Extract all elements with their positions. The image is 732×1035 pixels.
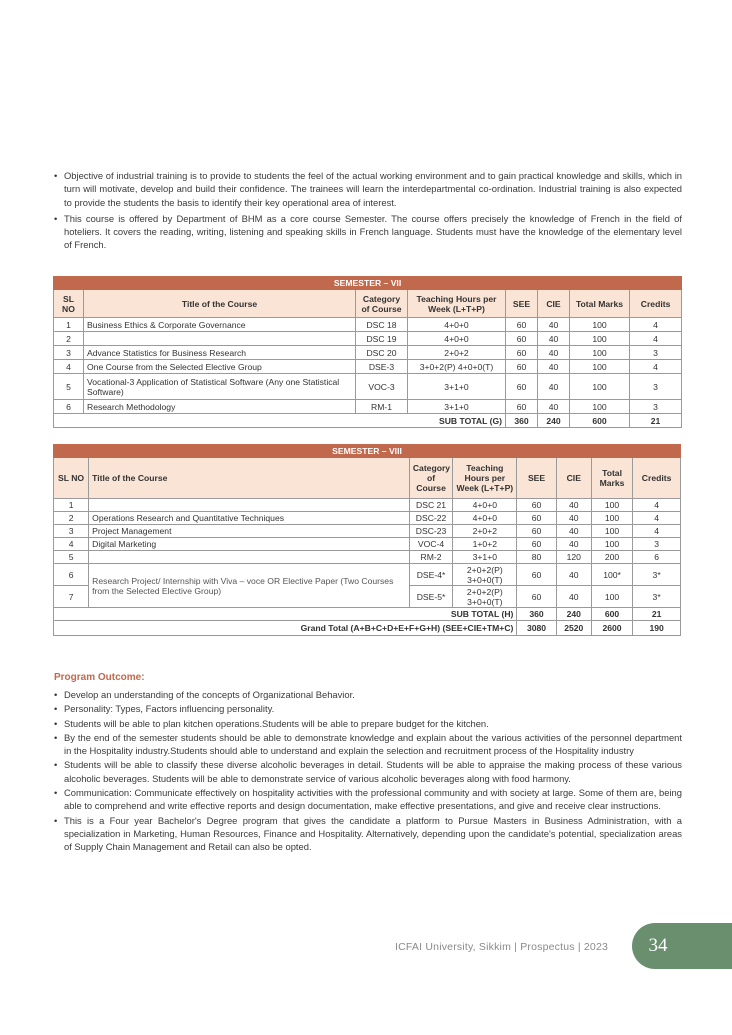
cell-total: 100 [591, 538, 632, 551]
outcome-item: • Personality: Types, Factors influencing personality. [54, 702, 682, 715]
cell-hours: 4+0+0 [453, 499, 517, 512]
grand-total-credits: 190 [633, 621, 681, 636]
table-row [54, 525, 681, 538]
col-sl-no: SL NO [54, 290, 84, 318]
cell-see: 60 [506, 346, 538, 360]
cell-cie: 40 [556, 586, 591, 608]
cell-credits: 4 [630, 332, 682, 346]
cell-hours: 4+0+0 [408, 318, 506, 332]
col-hours: Teaching Hours per Week (L+T+P) [453, 458, 517, 499]
page-number: 34 [648, 935, 668, 956]
intro-item: • Objective of industrial training is to provide to students the feel of the actual working environment and to gain practical knowledge and skills, which in turn will motivate, develop and build their confidence. The trainees will learn the interdepartmental co-ordination. Industrial training is also expected to provide the students the basis to identify their key operational area of interest. [54, 169, 682, 209]
cell-sl: 4 [54, 360, 84, 374]
outcome-item: • Develop an understanding of the concepts of Organizational Behavior. [54, 688, 682, 701]
intro-item: • This course is offered by Department of BHM as a core course Semester. The course offers precisely the knowledge of French in the field of hoteliers. It covers the reading, writing, listening and speaking skills in French language. Students must have the knowledge of the elementary level of French. [54, 212, 682, 252]
cell-total: 100 [591, 512, 632, 525]
subtotal-row [54, 608, 681, 621]
hours-practical: 2+0+2(P) [466, 586, 503, 597]
cell-title: Research Methodology [84, 400, 356, 414]
hours-theory: 3+0+0(T) [467, 596, 503, 607]
cell-cie: 40 [538, 332, 570, 346]
cell-total: 100 [570, 332, 630, 346]
cell-hours: 4+0+0 [453, 512, 517, 525]
col-title: Title of the Course [84, 290, 356, 318]
cell-sl: 3 [54, 346, 84, 360]
col-cie: CIE [556, 458, 591, 499]
cell-see: 60 [517, 512, 556, 525]
table-row [54, 551, 681, 564]
cell-credits: 3* [633, 564, 681, 586]
cell-credits: 3 [630, 346, 682, 360]
program-outcome-heading: Program Outcome: [54, 672, 145, 683]
table-row [54, 400, 682, 414]
cell-total: 100 [570, 360, 630, 374]
cell-category: DSE-5* [409, 586, 452, 608]
cell-hours [453, 564, 517, 586]
cell-sl: 5 [54, 374, 84, 400]
cell-total: 100 [591, 499, 632, 512]
subtotal-credits: 21 [633, 608, 681, 621]
subtotal-cie: 240 [556, 608, 591, 621]
grand-total-row [54, 621, 681, 636]
cell-see: 60 [506, 400, 538, 414]
table-row [54, 538, 681, 551]
table-row [54, 512, 681, 525]
cell-total: 100* [591, 564, 632, 586]
col-see: SEE [517, 458, 556, 499]
cell-title: Digital Marketing [89, 538, 410, 551]
cell-credits: 3 [630, 374, 682, 400]
cell-category: DSC 19 [356, 332, 408, 346]
outcome-item: • Students will be able to plan kitchen operations.Students will be able to prepare budget for the kitchen. [54, 717, 682, 730]
cell-hours: 3+1+0 [408, 374, 506, 400]
cell-see: 60 [506, 318, 538, 332]
page-number-tab [632, 923, 732, 969]
cell-cie: 120 [556, 551, 591, 564]
cell-cie: 40 [538, 400, 570, 414]
outcome-item: • This is a Four year Bachelor's Degree program that gives the candidate a platform to Pursue Masters in Business Administration, with a specialization in Marketing, Human Resources, Finance and Hospitality. Alternatively, depending upon the candidate's potential, specialization areas of Supply Chain Management and Retail can also be opted. [54, 814, 682, 854]
grand-total-see: 3080 [517, 621, 556, 636]
cell-credits: 6 [633, 551, 681, 564]
semester-8-title: SEMESTER – VIII [54, 445, 681, 458]
grand-total-label: Grand Total (A+B+C+D+E+F+G+H) (SEE+CIE+TM+C) [54, 621, 517, 636]
cell-sl: 6 [54, 564, 89, 586]
program-outcome-list [54, 688, 682, 855]
cell-sl: 5 [54, 551, 89, 564]
cell-sl: 4 [54, 538, 89, 551]
outcome-item: • By the end of the semester students should be able to demonstrate knowledge and explain about the various activities of the personnel department in the Hospitality industry.Students should able to understand and explain the selection and recruitment process of the Hospitality industry [54, 731, 682, 758]
cell-cie: 40 [556, 564, 591, 586]
cell-sl: 1 [54, 318, 84, 332]
col-sl-no: SL NO [54, 458, 89, 499]
cell-see: 60 [517, 564, 556, 586]
table-row [54, 374, 682, 400]
cell-sl: 3 [54, 525, 89, 538]
subtotal-label: SUB TOTAL (H) [54, 608, 517, 621]
table-row [54, 346, 682, 360]
col-credits: Credits [633, 458, 681, 499]
cell-category: DSC 20 [356, 346, 408, 360]
semester-8-table [53, 444, 681, 636]
subtotal-cie: 240 [538, 414, 570, 428]
cell-cie: 40 [556, 538, 591, 551]
cell-category: DSE-4* [409, 564, 452, 586]
subtotal-see: 360 [517, 608, 556, 621]
table-row [54, 332, 682, 346]
cell-category: DSC 21 [409, 499, 452, 512]
cell-credits: 3 [630, 400, 682, 414]
cell-credits: 4 [630, 318, 682, 332]
semester-7-table [53, 276, 682, 428]
semester-7-title: SEMESTER – VII [54, 277, 682, 290]
cell-hours: 3+0+2(P) 4+0+0(T) [408, 360, 506, 374]
table-row [54, 318, 682, 332]
cell-credits: 4 [630, 360, 682, 374]
subtotal-total: 600 [591, 608, 632, 621]
subtotal-credits: 21 [630, 414, 682, 428]
cell-sl: 7 [54, 586, 89, 608]
hours-theory: 3+0+0(T) [467, 574, 503, 585]
subtotal-total: 600 [570, 414, 630, 428]
col-title: Title of the Course [89, 458, 410, 499]
cell-category: DSC-22 [409, 512, 452, 525]
cell-see: 80 [517, 551, 556, 564]
subtotal-label: SUB TOTAL (G) [54, 414, 506, 428]
outcome-item: • Students will be able to classify these diverse alcoholic beverages in detail. Students will be able to appraise the making process of these various alcoholic beverages. Students will be able to demonstrate service of various alcoholic beverages along with food harmony. [54, 758, 682, 785]
cell-total: 100 [591, 525, 632, 538]
cell-sl: 2 [54, 512, 89, 525]
cell-title [84, 332, 356, 346]
cell-category: VOC-4 [409, 538, 452, 551]
cell-total: 100 [570, 374, 630, 400]
cell-hours: 1+0+2 [453, 538, 517, 551]
cell-title [89, 551, 410, 564]
cell-cie: 40 [556, 499, 591, 512]
cell-credits: 4 [633, 499, 681, 512]
grand-total-cie: 2520 [556, 621, 591, 636]
cell-title-merged: Research Project/ Internship with Viva – voce OR Elective Paper (Two Courses from the Selected Elective Group) [89, 564, 410, 608]
cell-see: 60 [506, 360, 538, 374]
grand-total-total: 2600 [591, 621, 632, 636]
outcome-item: • Communication: Communicate effectively on hospitality activities with the professional community and with society at large. Some of them are, being able to comprehend and write effective reports and design documentation, make effective presentations, and give and receive clear instructions. [54, 786, 682, 813]
subtotal-row [54, 414, 682, 428]
cell-total: 100 [570, 318, 630, 332]
cell-sl: 1 [54, 499, 89, 512]
subtotal-see: 360 [506, 414, 538, 428]
cell-title: One Course from the Selected Elective Group [84, 360, 356, 374]
table-row [54, 360, 682, 374]
cell-credits: 4 [633, 512, 681, 525]
cell-title: Vocational-3 Application of Statistical Software (Any one Statistical Software) [84, 374, 356, 400]
table-row [54, 499, 681, 512]
table-row [54, 564, 681, 586]
cell-total: 100 [591, 586, 632, 608]
cell-hours [453, 586, 517, 608]
cell-cie: 40 [556, 512, 591, 525]
cell-credits: 4 [633, 525, 681, 538]
col-credits: Credits [630, 290, 682, 318]
cell-cie: 40 [538, 360, 570, 374]
cell-see: 60 [506, 332, 538, 346]
cell-see: 60 [517, 499, 556, 512]
cell-category: DSE-3 [356, 360, 408, 374]
cell-sl: 2 [54, 332, 84, 346]
cell-cie: 40 [538, 318, 570, 332]
footer-text: ICFAI University, Sikkim | Prospectus | 2023 [395, 941, 609, 953]
cell-category: RM-1 [356, 400, 408, 414]
cell-hours: 4+0+0 [408, 332, 506, 346]
cell-sl: 6 [54, 400, 84, 414]
cell-see: 60 [517, 525, 556, 538]
cell-credits: 3* [633, 586, 681, 608]
col-see: SEE [506, 290, 538, 318]
cell-see: 60 [506, 374, 538, 400]
cell-cie: 40 [556, 525, 591, 538]
cell-category: DSC-23 [409, 525, 452, 538]
cell-cie: 40 [538, 374, 570, 400]
cell-category: VOC-3 [356, 374, 408, 400]
hours-practical: 2+0+2(P) [466, 564, 503, 575]
cell-title: Advance Statistics for Business Research [84, 346, 356, 360]
col-total: Total Marks [570, 290, 630, 318]
cell-hours: 2+0+2 [408, 346, 506, 360]
cell-hours: 3+1+0 [453, 551, 517, 564]
col-category: Category of Course [356, 290, 408, 318]
col-category: Category of Course [409, 458, 452, 499]
cell-total: 100 [570, 346, 630, 360]
cell-credits: 3 [633, 538, 681, 551]
cell-category: RM-2 [409, 551, 452, 564]
cell-cie: 40 [538, 346, 570, 360]
cell-category: DSC 18 [356, 318, 408, 332]
cell-total: 200 [591, 551, 632, 564]
col-total: Total Marks [591, 458, 632, 499]
cell-total: 100 [570, 400, 630, 414]
col-cie: CIE [538, 290, 570, 318]
intro-bullets [54, 169, 682, 255]
cell-see: 60 [517, 538, 556, 551]
cell-title [89, 499, 410, 512]
cell-hours: 3+1+0 [408, 400, 506, 414]
cell-title: Business Ethics & Corporate Governance [84, 318, 356, 332]
cell-hours: 2+0+2 [453, 525, 517, 538]
cell-title: Operations Research and Quantitative Techniques [89, 512, 410, 525]
col-hours: Teaching Hours per Week (L+T+P) [408, 290, 506, 318]
cell-title: Project Management [89, 525, 410, 538]
cell-see: 60 [517, 586, 556, 608]
